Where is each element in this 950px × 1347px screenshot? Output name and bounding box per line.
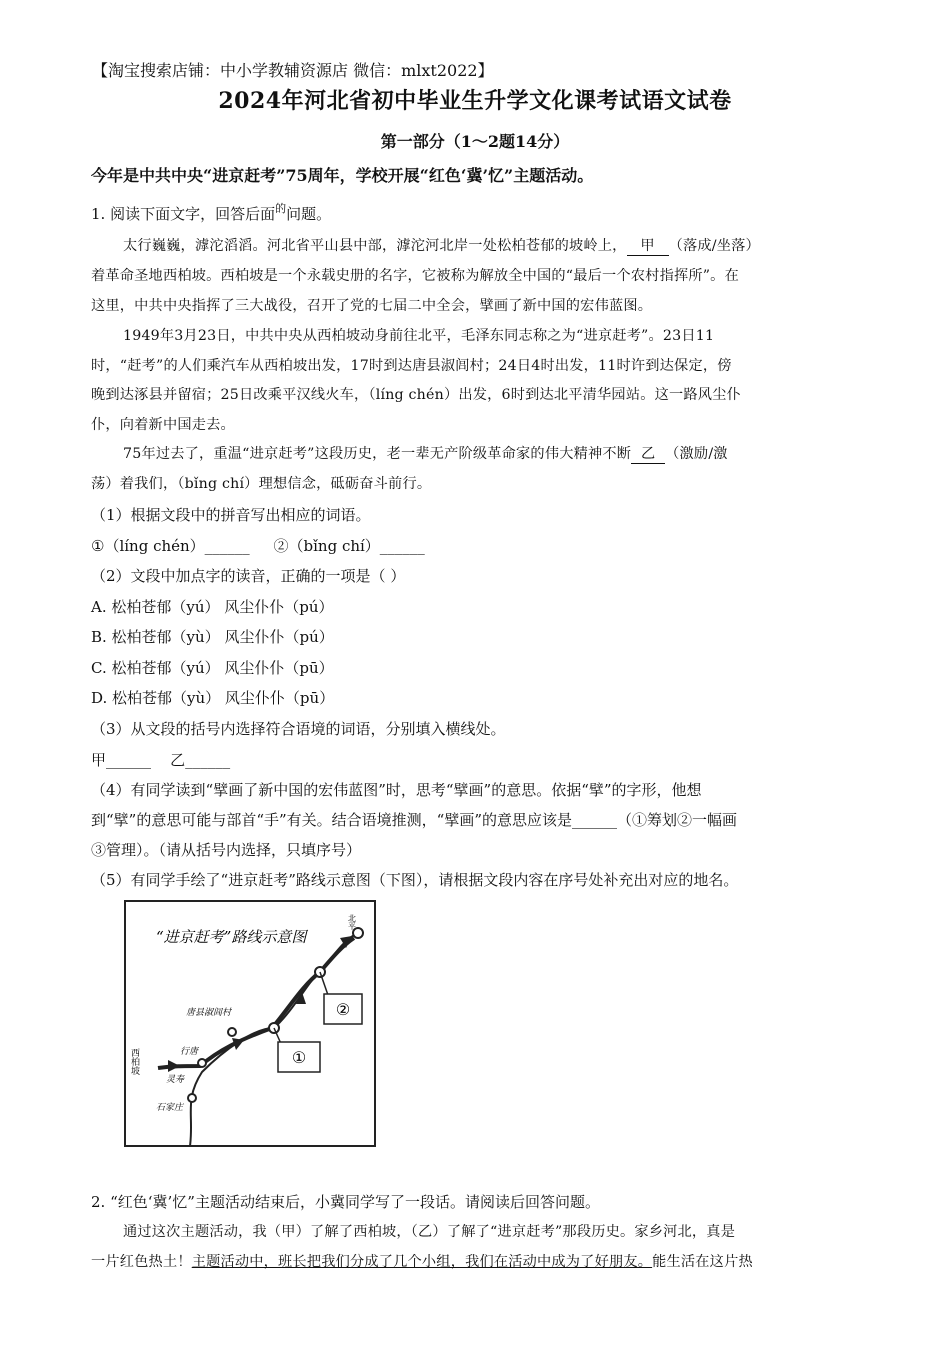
passage-p2-line2: 时，“赶考”的人们乘汽车从西柏坡出发，17时到达唐县淑闾村；24日4时出发，11时许到达保定，傍 <box>91 358 732 374</box>
q2-passage-line2: 一片红色热土！主题活动中，班长把我们分成了几个小组，我们在活动中成为了好朋友。能生活在这片热 <box>91 1254 753 1270</box>
node-shijiazhuang <box>188 1094 196 1102</box>
part-heading: 第一部分（1～2题14分） <box>380 132 570 151</box>
paper-title: 2024年河北省初中毕业生升学文化课考试语文试卷 <box>218 88 732 114</box>
q2-stem: 2. “红色‘冀’忆”主题活动结束后，小冀同学写了一段话。请阅读后回答问题。 <box>91 1193 600 1211</box>
route-map <box>124 900 376 1148</box>
passage-p1-line3: 这里，中共中央指挥了三大战役，召开了党的七届二中全会，擘画了新中国的宏伟蓝图。 <box>91 298 653 314</box>
label-tangxian: 唐县淑闾村 <box>186 1008 232 1018</box>
sub-question-4-line2: 到“擘”的意思可能与部首“手”有关。结合语境推测，“擘画”的意思应该是______（①筹划②一幅画 <box>91 811 738 829</box>
sub-question-1-blanks: ①（líng chén）______ ②（bǐng chí）______ <box>91 537 425 555</box>
stray-char: 的 <box>275 202 287 215</box>
sub-question-1: （1）根据文段中的拼音写出相应的词语。 <box>91 506 371 524</box>
passage-p2-line4: 仆，向着新中国走去。 <box>91 417 235 433</box>
passage-p2-line3: 晚到达涿县并留宿；25日改乘平汉线火车，（líng chén）出发，6时到达北平清华园站。这一路风尘仆 <box>91 387 741 403</box>
blank-jia: 甲 <box>627 235 669 256</box>
option-d: D. 松柏苍郁（yù） 风尘仆仆（pū） <box>91 689 335 707</box>
q2-passage-line1: 通过这次主题活动，我（甲）了解了西柏坡，（乙）了解了“进京赶考”那段历史。家乡河北，真是 <box>123 1224 736 1240</box>
map-title: “进京赶考”路线示意图 <box>156 928 307 946</box>
q1-stem: 1. 阅读下面文字，回答后面$^的$问题。 <box>91 202 332 223</box>
label-lingshou: 灵寿 <box>166 1075 185 1085</box>
sub-question-2: （2）文段中加点字的读音，正确的一项是（ ） <box>91 567 406 585</box>
sub-question-4-line1: （4）有同学读到“擘画了新中国的宏伟蓝图”时，思考“擘画”的意思。依据“擘”的字形，他想 <box>91 781 702 799</box>
theme-intro: 今年是中共中央“进京赶考”75周年，学校开展“红色‘冀’忆”主题活动。 <box>91 166 594 185</box>
passage-p3-line1: 75年过去了，重温“进京赶考”这段历史，老一辈无产阶级革命家的伟大精神不断 乙 （激励/激 <box>91 443 893 464</box>
label-shijiazhuang: 石家庄 <box>156 1103 184 1113</box>
node-tangxian <box>228 1028 236 1036</box>
passage-p2-line1: 1949年3月23日，中共中央从西柏坡动身前往北平，毛泽东同志称之为“进京赶考”。23日11 <box>123 328 715 344</box>
sub-question-3-blanks: 甲______ 乙______ <box>91 751 231 769</box>
label-xibaipo: 西柏坡 <box>129 1048 139 1075</box>
box1-label: ① <box>291 1048 307 1067</box>
label-xingtang: 行唐 <box>180 1047 199 1057</box>
blank-yi: 乙 <box>631 443 665 464</box>
node-xingtang <box>198 1059 206 1067</box>
passage-p1-line2: 着革命圣地西柏坡。西柏坡是一个永载史册的名字，它被称为解放全中国的“最后一个农村指挥所”。在 <box>91 268 739 284</box>
sub-question-3: （3）从文段的括号内选择符合语境的词语，分别填入横线处。 <box>91 720 506 738</box>
underlined-sentence: 主题活动中，班长把我们分成了几个小组，我们在活动中成为了好朋友。 <box>191 1254 653 1270</box>
passage-p3-line2: 荡）着我们，（bǐng chí）理想信念，砥砺奋斗前行。 <box>91 476 432 492</box>
box2-label: ② <box>335 1000 351 1019</box>
option-c: C. 松柏苍郁（yú） 风尘仆仆（pū） <box>91 659 334 677</box>
option-b: B. 松柏苍郁（yù） 风尘仆仆（pú） <box>91 628 334 646</box>
label-beiping: 北平 <box>347 914 357 930</box>
option-a: A. 松柏苍郁（yú） 风尘仆仆（pú） <box>91 598 334 616</box>
sub-question-5: （5）有同学手绘了“进京赶考”路线示意图（下图），请根据文段内容在序号处补充出对应的地名。 <box>91 871 739 889</box>
shop-ad-banner: 【淘宝搜索店铺：中小学教辅资源店 微信：mlxt2022】 <box>92 61 494 80</box>
sub-question-4-line3: ③管理）。（请从括号内选择，只填序号） <box>91 841 362 859</box>
passage-p1-line1: 太行巍巍，滹沱滔滔。河北省平山县中部，滹沱河北岸一处松柏苍郁的坡岭上， 甲 （落成/坐落） <box>91 235 893 256</box>
